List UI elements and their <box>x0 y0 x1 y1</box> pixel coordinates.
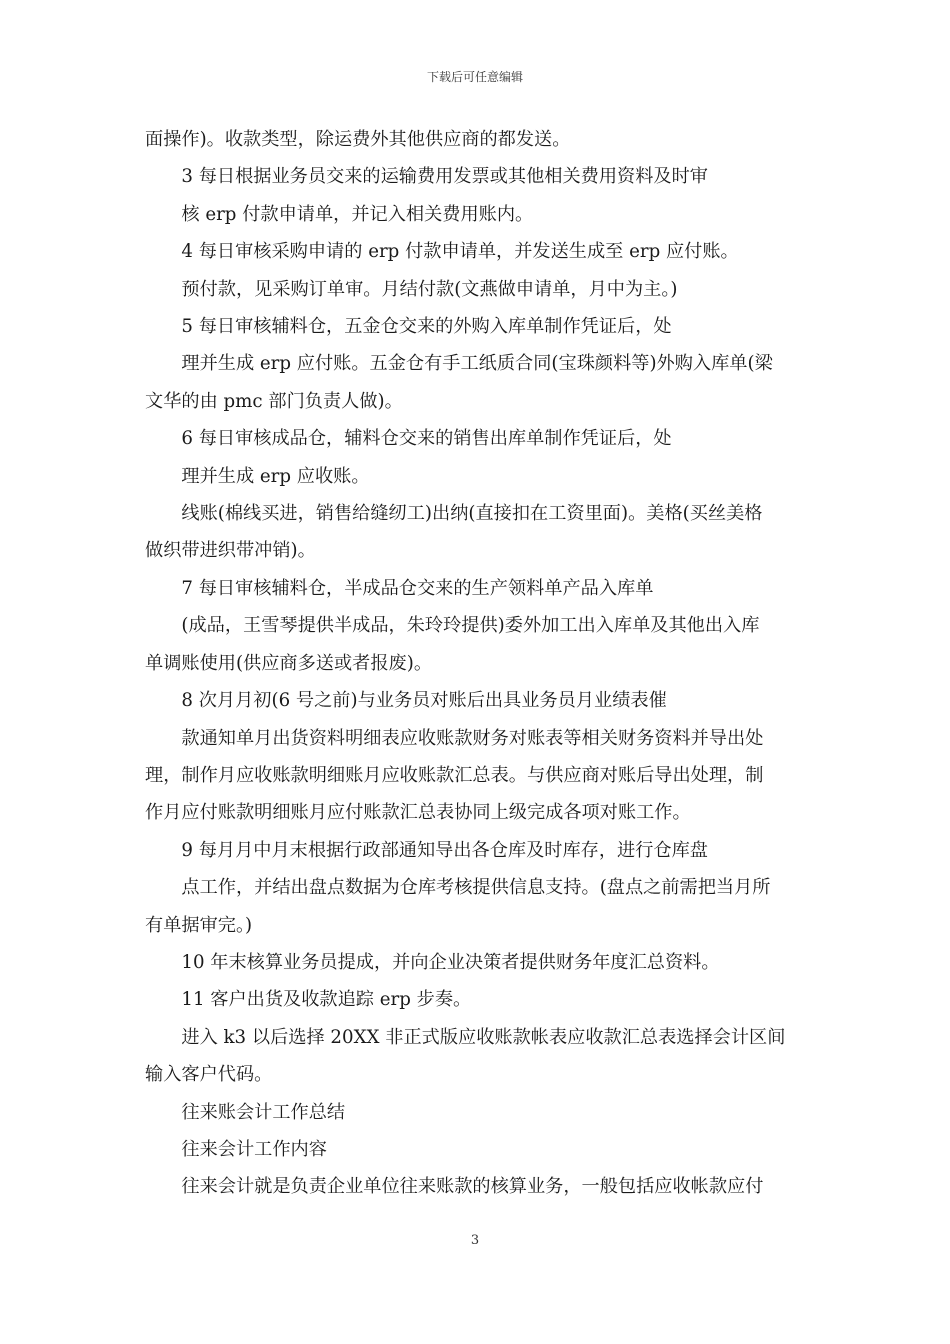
text-line: 有单据审完。) <box>145 914 253 936</box>
text-line: 核 erp 付款申请单，并记入相关费用账内。 <box>145 203 534 225</box>
text-line: 作月应付账款明细账月应付账款汇总表协同上级完成各项对账工作。 <box>145 802 691 824</box>
text-line: 进入 k3 以后选择 20XX 非正式版应收账款帐表应收款汇总表选择会计区间 <box>145 1026 786 1048</box>
text-line: 6 每日审核成品仓，辅料仓交来的销售出库单制作凭证后，处 <box>145 428 672 450</box>
text-line: 输入客户代码。 <box>145 1064 273 1086</box>
text-line: 款通知单月出货资料明细表应收账款财务对账表等相关财务资料并导出处 <box>145 727 764 749</box>
text-line: 11 客户出货及收款追踪 erp 步奏。 <box>145 989 472 1011</box>
text-line: 面操作)。收款类型，除运费外其他供应商的都发送。 <box>145 129 571 150</box>
text-line: 10 年末核算业务员提成，并向企业决策者提供财务年度汇总资料。 <box>145 951 720 973</box>
text-line: 3 每日根据业务员交来的运输费用发票或其他相关费用资料及时审 <box>145 166 708 188</box>
document-body <box>145 121 809 1206</box>
text-line: 线账(棉线买进，销售给缝纫工)出纳(直接扣在工资里面)。美格(买丝美格 <box>145 503 763 525</box>
text-line: 往来会计就是负责企业单位往来账款的核算业务，一般包括应收帐款应付 <box>145 1176 764 1198</box>
text-line: 8 次月月初(6 号之前)与业务员对账后出具业务员月业绩表催 <box>145 690 667 712</box>
text-line: 往来账会计工作总结 <box>145 1101 346 1123</box>
text-line: 5 每日审核辅料仓，五金仓交来的外购入库单制作凭证后，处 <box>145 316 672 338</box>
text-line: 理并生成 erp 应收账。 <box>145 465 370 487</box>
page-number: 3 <box>470 1233 480 1248</box>
text-line: 预付款，见采购订单审。月结付款(文燕做申请单，月中为主。) <box>145 278 678 300</box>
text-line: 9 每月月中月末根据行政部通知导出各仓库及时库存，进行仓库盘 <box>145 839 708 861</box>
text-line: 理并生成 erp 应付账。五金仓有手工纸质合同(宝珠颜料等)外购入库单(梁 <box>145 353 773 375</box>
text-line: 做织带进织带冲销)。 <box>145 540 316 562</box>
text-line: 4 每日审核采购申请的 erp 付款申请单，并发送生成至 erp 应付账。 <box>145 241 739 263</box>
text-line: 单调账使用(供应商多送或者报废)。 <box>145 652 433 674</box>
text-line: 文华的由 pmc 部门负责人做)。 <box>145 390 403 412</box>
text-line: 7 每日审核辅料仓，半成品仓交来的生产领料单产品入库单 <box>145 577 654 599</box>
text-line: 点工作，并结出盘点数据为仓库考核提供信息支持。(盘点之前需把当月所 <box>145 877 771 899</box>
page-header: 下载后可任意编辑 <box>426 70 523 84</box>
text-line: 理，制作月应收账款明细账月应收账款汇总表。与供应商对账后导出处理，制 <box>145 764 764 786</box>
text-line: 往来会计工作内容 <box>145 1138 327 1160</box>
text-line: (成品，王雪琴提供半成品，朱玲玲提供)委外加工出入库单及其他出入库 <box>145 615 760 637</box>
